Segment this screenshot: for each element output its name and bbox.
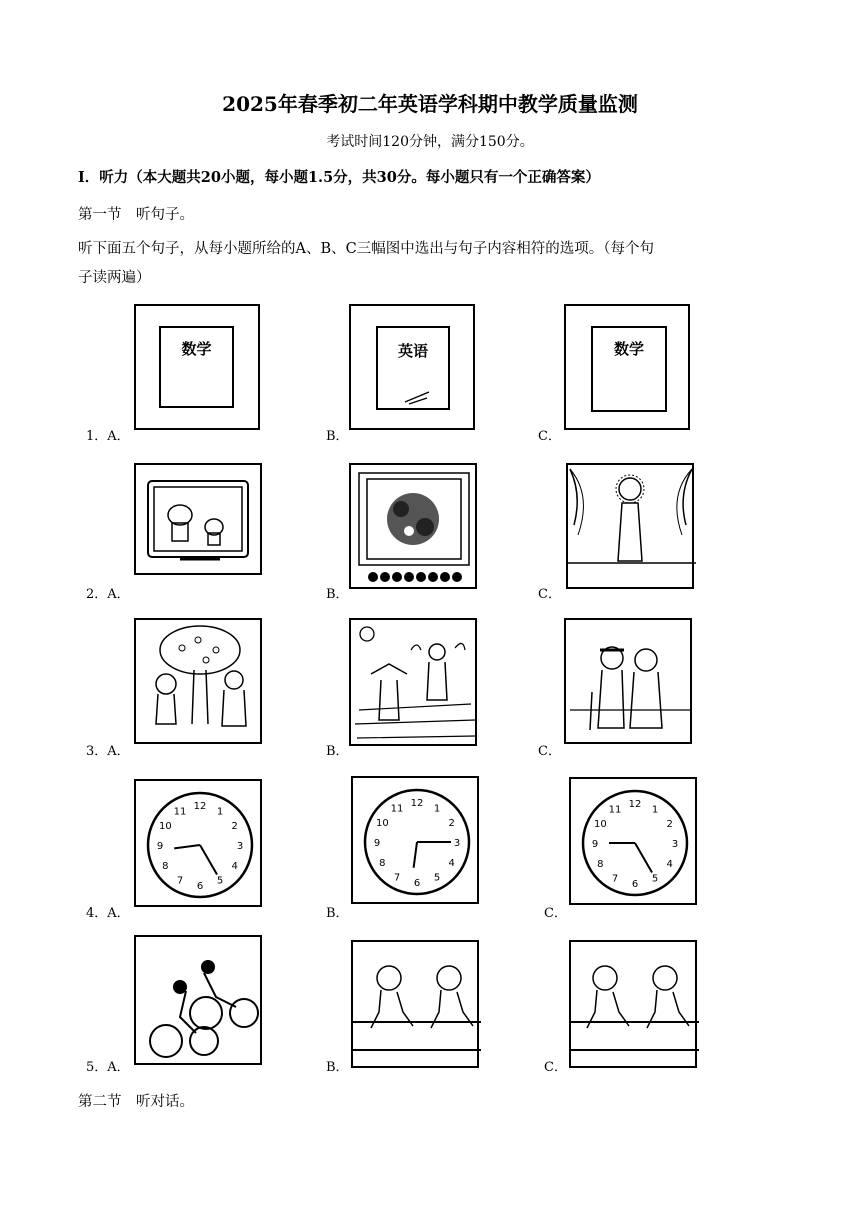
clock-number: 8	[379, 858, 386, 869]
clock-number: 7	[176, 875, 184, 887]
clock-icon	[353, 778, 481, 906]
q2-image-a	[134, 463, 262, 575]
minute-hand	[635, 843, 652, 872]
math-book: 数学	[159, 326, 234, 408]
clock-number: 9	[373, 838, 381, 849]
q2-image-c	[566, 463, 694, 589]
q1-image-c	[564, 304, 690, 430]
cycling-icon	[136, 937, 264, 1067]
q2-image-b	[349, 463, 477, 589]
clock-number: 9	[156, 841, 164, 852]
running-kids-icon	[571, 942, 699, 1070]
q3-label-b: B．	[326, 744, 349, 759]
hour-hand	[414, 842, 417, 868]
page-title: 2025年春季初二年英语学科期中教学质量监测	[222, 92, 638, 116]
clock-number: 11	[390, 803, 404, 815]
q4-label-c: C．	[544, 906, 567, 921]
q4-image-b	[351, 776, 479, 904]
clock-number: 11	[173, 806, 187, 818]
q3-image-a	[134, 618, 262, 744]
clock-number: 7	[393, 872, 401, 884]
q3-label-c: C．	[538, 744, 561, 759]
q1-label-a: 1．A．	[86, 429, 130, 444]
q1-label-b: B．	[326, 429, 349, 444]
english-book: 英语	[376, 326, 450, 410]
clock-number: 9	[591, 839, 599, 850]
minute-hand	[200, 845, 217, 874]
q4-image-a	[134, 779, 262, 907]
running-kids-icon	[353, 942, 481, 1070]
clock-number: 6	[631, 879, 639, 890]
clock-number: 12	[628, 799, 642, 810]
section-heading: Ⅰ．听力（本大题共20小题，每小题1.5分，共30分。每小题只有一个正确答案）	[78, 169, 600, 186]
instruction-line-2: 子读两遍）	[78, 270, 151, 286]
clock-number: 10	[158, 821, 172, 832]
clock-number: 2	[666, 819, 673, 830]
clock-number: 3	[453, 838, 461, 849]
clock-number: 1	[651, 804, 659, 816]
q2-label-c: C．	[538, 587, 561, 602]
q2-label-b: B．	[326, 587, 349, 602]
instruction-line-1: 听下面五个句子，从每小题所给的A、B、C三幅图中选出与句子内容相符的选项。（每个句	[78, 241, 654, 257]
clock-number: 4	[231, 861, 238, 872]
clock-number: 3	[236, 841, 244, 852]
q1-image-a	[134, 304, 260, 430]
clock-icon	[136, 781, 264, 909]
hour-hand	[174, 845, 200, 848]
part-2-heading: 第二节 听对话。	[78, 1094, 194, 1110]
clock-number: 2	[231, 821, 238, 832]
clock-number: 6	[413, 878, 421, 889]
clock-number: 5	[433, 872, 441, 884]
clock-number: 6	[196, 881, 204, 892]
q4-label-a: 4．A．	[86, 906, 130, 921]
clock-number: 8	[597, 859, 604, 870]
clock-number: 12	[193, 801, 207, 812]
clock-number: 7	[611, 873, 619, 885]
clock-number: 3	[671, 839, 679, 850]
q5-image-c	[569, 940, 697, 1068]
signature-scribble	[351, 306, 477, 432]
tv-cartoon-icon	[136, 465, 264, 577]
q1-image-b	[349, 304, 475, 430]
q3-image-b	[349, 618, 477, 746]
clock-number: 8	[162, 861, 169, 872]
clock-number: 10	[593, 819, 607, 830]
clock-number: 2	[448, 818, 455, 829]
q5-image-b	[351, 940, 479, 1068]
q3-label-a: 3．A．	[86, 744, 130, 759]
q5-label-b: B．	[326, 1060, 349, 1075]
q5-label-c: C．	[544, 1060, 567, 1075]
q5-image-a	[134, 935, 262, 1065]
elderly-couple-icon	[566, 620, 694, 746]
exam-info: 考试时间120分钟，满分150分。	[326, 134, 534, 150]
cinema-icon	[351, 465, 479, 591]
math-book: 数学	[591, 326, 667, 412]
opera-stage-icon	[568, 465, 696, 591]
q5-label-a: 5．A．	[86, 1060, 130, 1075]
clock-number: 1	[433, 803, 441, 815]
q4-label-b: B．	[326, 906, 349, 921]
farmers-field-icon	[351, 620, 479, 748]
clock-number: 5	[651, 873, 659, 885]
q3-image-c	[564, 618, 692, 744]
clock-number: 11	[608, 804, 622, 816]
q4-image-c	[569, 777, 697, 905]
q1-label-c: C．	[538, 429, 561, 444]
clock-number: 5	[216, 875, 224, 887]
clock-number: 4	[666, 859, 673, 870]
clock-number: 1	[216, 806, 224, 818]
clock-icon	[571, 779, 699, 907]
apple-picking-icon	[136, 620, 264, 746]
clock-number: 12	[410, 798, 424, 809]
clock-number: 4	[448, 858, 455, 869]
part-heading: 第一节 听句子。	[78, 207, 194, 223]
clock-number: 10	[375, 818, 389, 829]
q2-label-a: 2．A．	[86, 587, 130, 602]
